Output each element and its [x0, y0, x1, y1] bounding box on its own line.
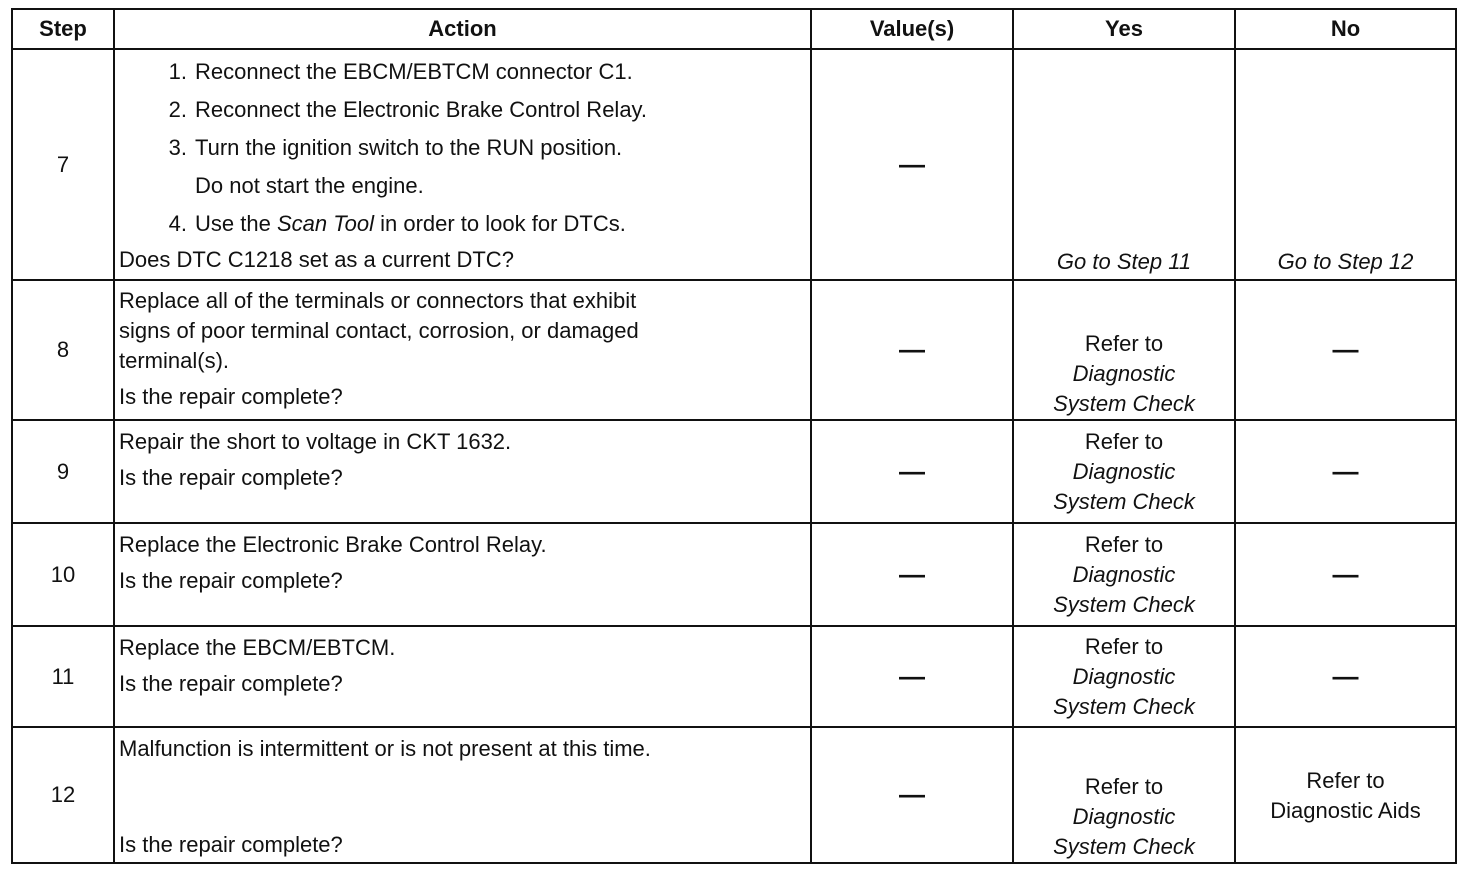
instruction-item [147, 91, 806, 129]
step-number: 8 [12, 280, 114, 420]
no-cell [1235, 727, 1456, 863]
value-dash: — [899, 148, 925, 179]
no-cell [1235, 523, 1456, 626]
no-cell [1235, 420, 1456, 523]
no-dash: — [1332, 558, 1359, 589]
step-number: 9 [12, 420, 114, 523]
header-step: Step [12, 9, 114, 49]
instruction-item [147, 53, 806, 91]
action-cell [114, 420, 811, 523]
table-row-step-8 [12, 280, 1456, 420]
action-cell [114, 523, 811, 626]
no-cell [1235, 49, 1456, 280]
action-cell [114, 49, 811, 280]
diagnostic-table [11, 8, 1457, 864]
table-row-step-7 [12, 49, 1456, 280]
instruction-number: 3. [168, 134, 187, 160]
yes-cell [1013, 49, 1235, 280]
step-number: 11 [12, 626, 114, 727]
header-values: Value(s) [811, 9, 1013, 49]
yes-cell [1013, 523, 1235, 626]
action-question: Is the repair complete? [119, 832, 343, 857]
yes-link[interactable]: Diagnostic [1072, 361, 1176, 386]
yes-link[interactable]: System Check [1053, 834, 1195, 859]
header-no: No [1235, 9, 1456, 49]
value-dash: — [899, 558, 925, 589]
value-dash: — [899, 455, 925, 486]
no-cell [1235, 280, 1456, 420]
instruction-text: Turn the ignition switch to the RUN position. [195, 134, 623, 160]
instruction-item [147, 129, 806, 167]
yes-refer-text: Refer to [1084, 531, 1164, 557]
yes-link[interactable]: System Check [1053, 391, 1195, 416]
header-yes: Yes [1013, 9, 1235, 49]
value-dash: — [899, 334, 925, 364]
yes-link[interactable]: Go to Step 11 [1056, 249, 1192, 274]
action-text: signs of poor terminal contact, corrosion, or damaged [119, 318, 639, 343]
yes-refer-text: Refer to [1084, 633, 1164, 659]
action-text: Malfunction is intermittent or is not present at this time. [119, 736, 651, 761]
instruction-text-pre: Use the [195, 210, 277, 236]
header-action: Action [114, 9, 811, 49]
yes-cell [1013, 626, 1235, 727]
no-link[interactable]: Go to Step 12 [1277, 249, 1414, 274]
yes-refer-text: Refer to [1084, 331, 1164, 356]
no-dash: — [1332, 334, 1359, 364]
value-cell [811, 49, 1013, 280]
no-dash: — [1332, 455, 1359, 486]
yes-link[interactable]: Diagnostic [1072, 663, 1176, 689]
header-row [12, 9, 1456, 49]
step-number: 12 [12, 727, 114, 863]
action-text: Repair the short to voltage in CKT 1632. [119, 429, 512, 454]
yes-link[interactable]: System Check [1053, 693, 1195, 719]
instruction-text: Reconnect the EBCM/EBTCM connector C1. [195, 58, 633, 84]
instruction-item [147, 205, 806, 243]
action-text: Replace the EBCM/EBTCM. [119, 635, 396, 660]
no-dash: — [1332, 660, 1359, 691]
value-cell [811, 280, 1013, 420]
action-text: terminal(s). [119, 348, 230, 373]
action-question: Does DTC C1218 set as a current DTC? [119, 246, 514, 272]
yes-refer-text: Refer to [1084, 774, 1164, 799]
yes-cell [1013, 420, 1235, 523]
yes-link[interactable]: System Check [1053, 591, 1195, 617]
action-cell [114, 626, 811, 727]
table-row-step-9 [12, 420, 1456, 523]
scan-tool-term: Scan Tool [276, 210, 374, 236]
yes-link[interactable]: Diagnostic [1072, 804, 1176, 829]
value-cell [811, 523, 1013, 626]
instruction-list [119, 53, 806, 243]
action-text: Replace all of the terminals or connectors that exhibit [119, 288, 637, 313]
table-row-step-12 [12, 727, 1456, 863]
value-cell [811, 420, 1013, 523]
action-cell [114, 280, 811, 420]
value-cell [811, 727, 1013, 863]
yes-cell [1013, 727, 1235, 863]
value-cell [811, 626, 1013, 727]
action-question: Is the repair complete? [119, 671, 343, 696]
step-number: 7 [12, 49, 114, 280]
action-text: Replace the Electronic Brake Control Relay. [119, 532, 547, 557]
instruction-number: 1. [168, 58, 187, 84]
yes-link[interactable]: Diagnostic [1072, 561, 1176, 587]
yes-link[interactable]: System Check [1053, 488, 1195, 514]
value-dash: — [899, 779, 925, 809]
instruction-continuation: Do not start the engine. [195, 172, 424, 198]
action-question: Is the repair complete? [119, 384, 343, 409]
yes-link[interactable]: Diagnostic [1072, 458, 1176, 484]
value-dash: — [899, 660, 925, 691]
instruction-text: Reconnect the Electronic Brake Control Relay. [195, 96, 648, 122]
action-cell [114, 727, 811, 863]
action-question: Is the repair complete? [119, 568, 343, 593]
table-row-step-11 [12, 626, 1456, 727]
yes-cell [1013, 280, 1235, 420]
instruction-number: 4. [168, 210, 187, 236]
yes-refer-text: Refer to [1084, 428, 1164, 454]
no-cell [1235, 626, 1456, 727]
instruction-text-post: in order to look for DTCs. [373, 210, 626, 236]
step-number: 10 [12, 523, 114, 626]
action-question: Is the repair complete? [119, 465, 343, 490]
table-row-step-10 [12, 523, 1456, 626]
instruction-number: 2. [168, 96, 187, 122]
no-link[interactable]: Diagnostic Aids [1270, 798, 1421, 823]
no-refer-text: Refer to [1306, 768, 1385, 793]
